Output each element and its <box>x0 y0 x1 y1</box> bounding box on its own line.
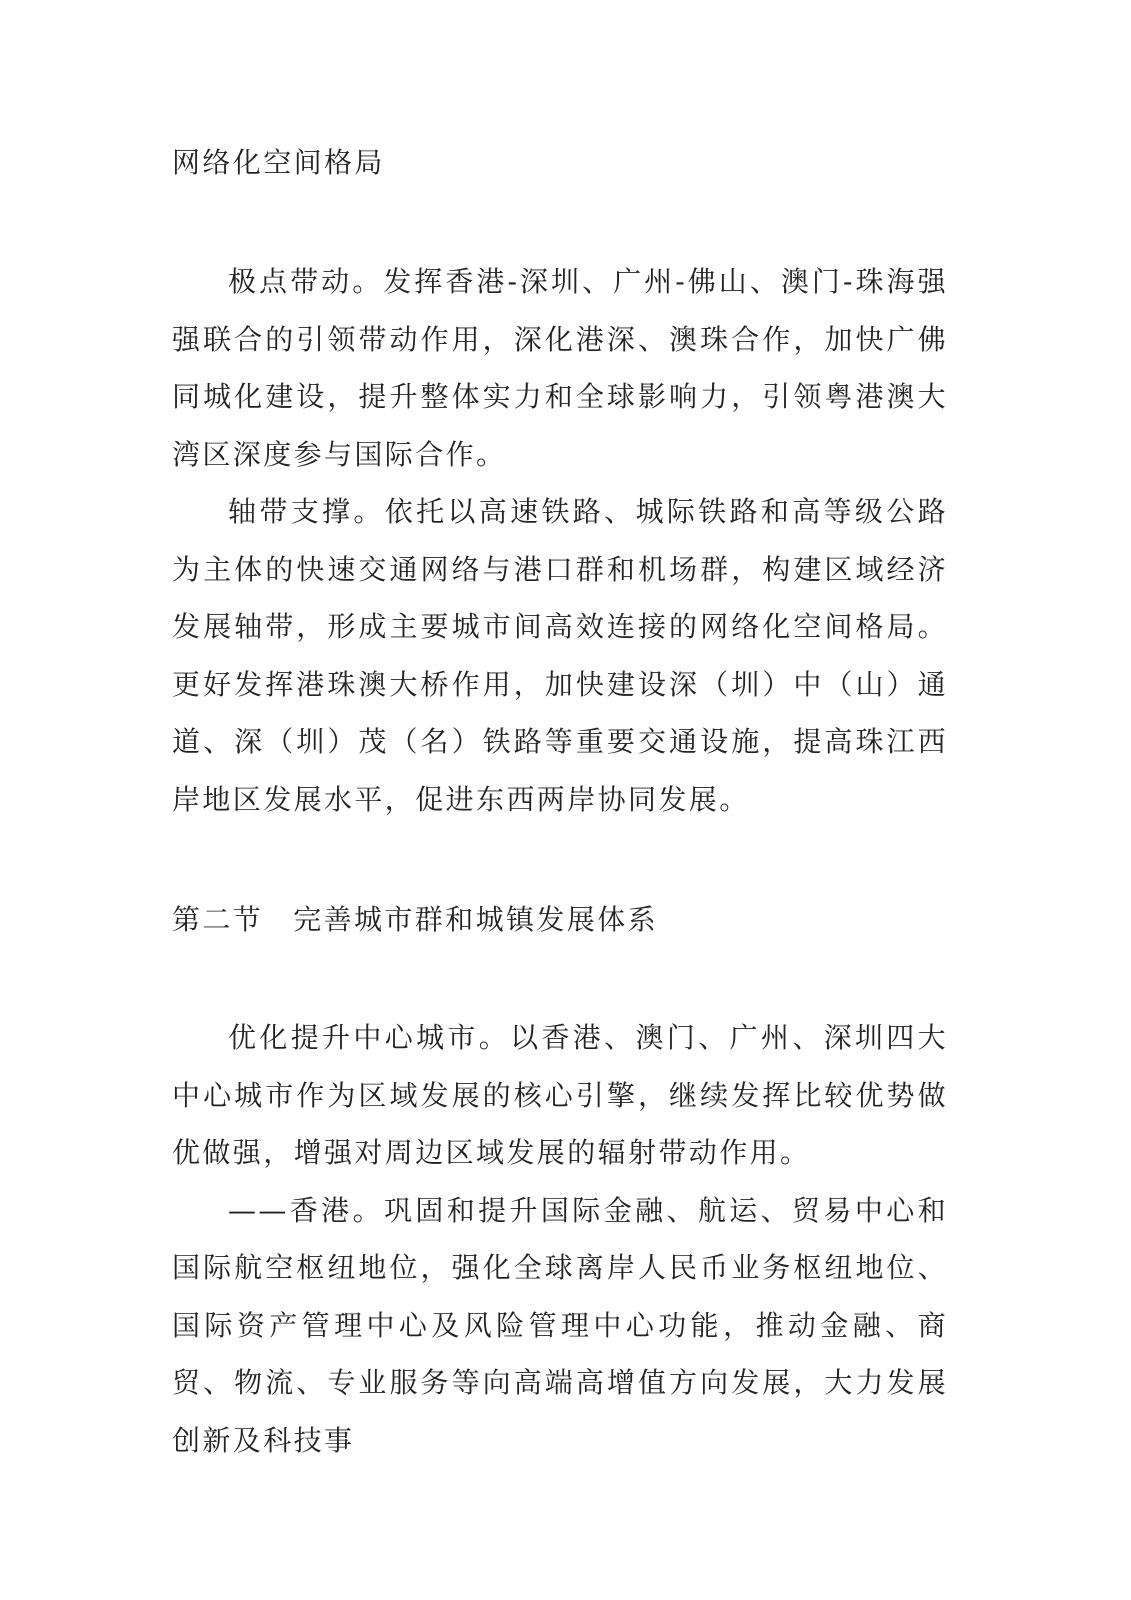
paragraph-axis-support: 轴带支撑。依托以高速铁路、城际铁路和高等级公路为主体的快速交通网络与港口群和机场群，构建区域经济发展轴带，形成主要城市间高效连接的网络化空间格局。更好发挥港珠澳大桥作用，加快建设深（圳）中（山）通道、深（圳）茂（名）铁路等重要交通设施，提高珠江西岸地区发展水平，促进东西两岸协同发展。 <box>172 495 948 816</box>
section-2-body <box>172 1009 948 1469</box>
paragraph-central-cities: 优化提升中心城市。以香港、澳门、广州、深圳四大中心城市作为区域发展的核心引擎，继续发挥比较优势做优做强，增强对周边区域发展的辐射带动作用。 <box>172 1021 948 1169</box>
section-heading-spatial-layout: 网络化空间格局 <box>172 146 385 179</box>
section-1-body <box>172 253 948 828</box>
section-number: 第二节 <box>172 903 264 936</box>
section-heading-second <box>172 900 658 940</box>
paragraph-hong-kong: ——香港。巩固和提升国际金融、航运、贸易中心和国际航空枢纽地位，强化全球离岸人民币业务枢纽地位、国际资产管理中心及风险管理中心功能，推动金融、商贸、物流、专业服务等向高端高增值方向发展，大力发展创新及科技事 <box>172 1193 948 1457</box>
paragraph-pole-driven: 极点带动。发挥香港-深圳、广州-佛山、澳门-珠海强强联合的引领带动作用，深化港深、澳珠合作，加快广佛同城化建设，提升整体实力和全球影响力，引领粤港澳大湾区深度参与国际合作。 <box>172 265 948 471</box>
section-title: 完善城市群和城镇发展体系 <box>293 903 659 936</box>
